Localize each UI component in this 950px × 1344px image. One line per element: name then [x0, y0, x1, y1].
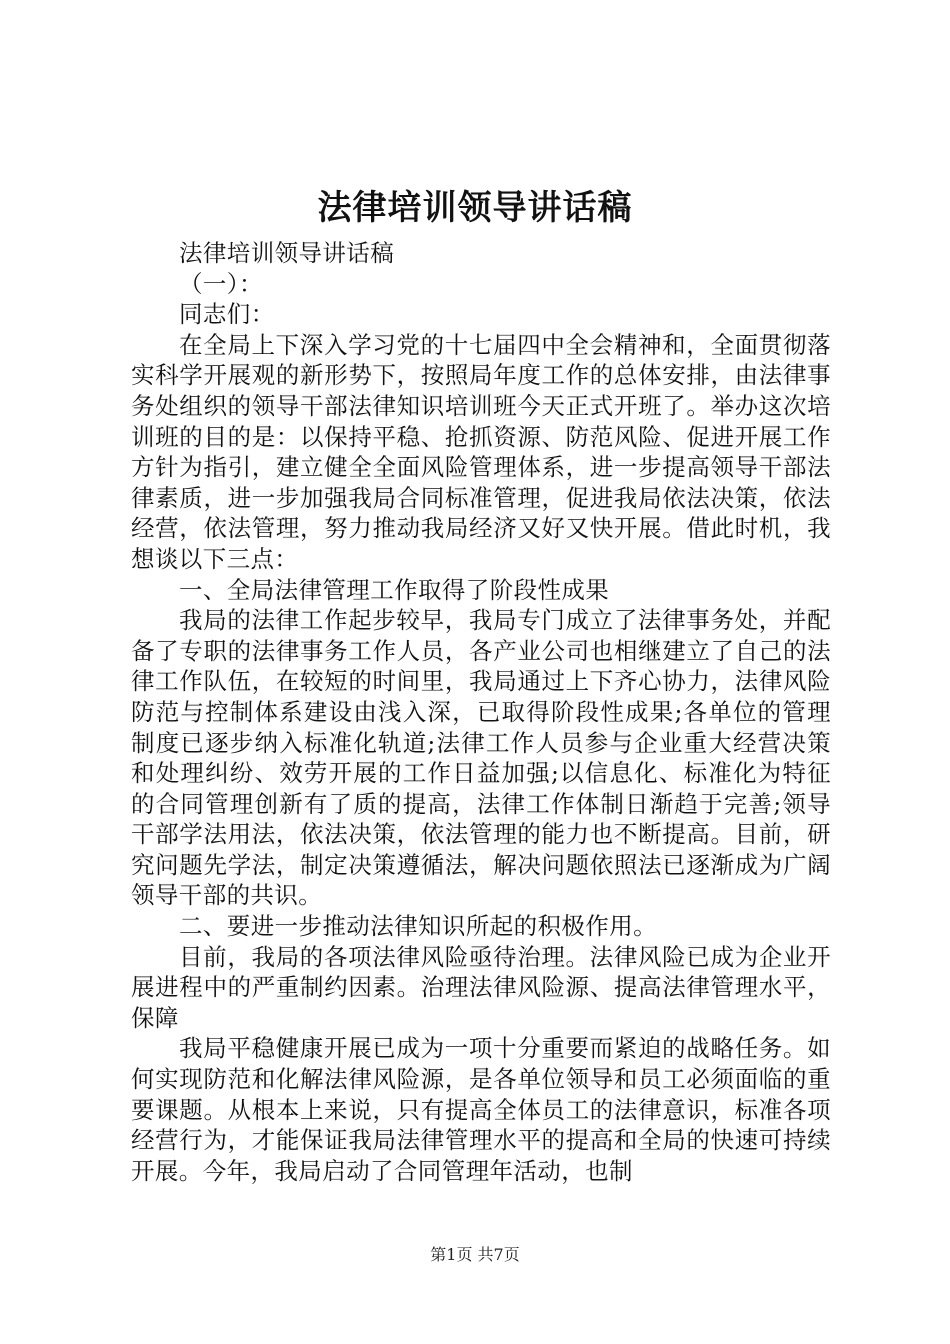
- paragraph-point-one: 我局的法律工作起步较早，我局专门成立了法律事务处，并配备了专职的法律事务工作人员，各产业公司也相继建立了自己的法律工作队伍，在较短的时间里，我局通过上下齐心协力，法律风险防范与控制体系建设由浅入深，已取得阶段性成果;各单位的管理制度已逐步纳入标准化轨道;法律工作人员参与企业重大经营决策和处理纠纷、效劳开展的工作日益加强;以信息化、标准化为特征的合同管理创新有了质的提高，法律工作体制日渐趋于完善;领导干部学法用法，依法决策，依法管理的能力也不断提高。目前，研究问题先学法，制定决策遵循法，解决问题依照法已逐渐成为广阔领导干部的共识。: [131, 606, 831, 910]
- document-title: 法律培训领导讲话稿: [317, 188, 633, 228]
- document-body: [131, 238, 831, 1186]
- paragraph-point-two-b: 我局平稳健康开展已成为一项十分重要而紧迫的战略任务。如何实现防范和化解法律风险源，是各单位领导和员工必须面临的重要课题。从根本上来说，只有提高全体员工的法律意识，标准各项经营行为，才能保证我局法律管理水平的提高和全局的快速可持续开展。今年，我局启动了合同管理年活动，也制: [131, 1034, 831, 1185]
- paragraph-intro: 在全局上下深入学习党的十七届四中全会精神和，全面贯彻落实科学开展观的新形势下，按照局年度工作的总体安排，由法律事务处组织的领导干部法律知识培训班今天正式开班了。举办这次培训班的目的是：以保持平稳、抢抓资源、防范风险、促进开展工作方针为指引，建立健全全面风险管理体系，进一步提高领导干部法律素质，进一步加强我局合同标准管理，促进我局依法决策，依法经营，依法管理，努力推动我局经济又好又快开展。借此时机，我想谈以下三点：: [131, 330, 831, 573]
- heading-point-two: 二、要进一步推动法律知识所起的积极作用。: [179, 912, 657, 941]
- paragraph-section-marker: （一）：: [179, 269, 263, 298]
- paragraph-point-two-a: 目前，我局的各项法律风险亟待治理。法律风险已成为企业开展进程中的严重制约因素。治理法律风险源、提高法律管理水平，保障: [131, 942, 831, 1032]
- paragraph-salutation: 同志们：: [179, 300, 275, 329]
- heading-point-one: 一、全局法律管理工作取得了阶段性成果: [179, 575, 610, 604]
- paragraph-subtitle: 法律培训领导讲话稿: [179, 239, 395, 267]
- page-footer: 第1页 共7页: [430, 1245, 520, 1264]
